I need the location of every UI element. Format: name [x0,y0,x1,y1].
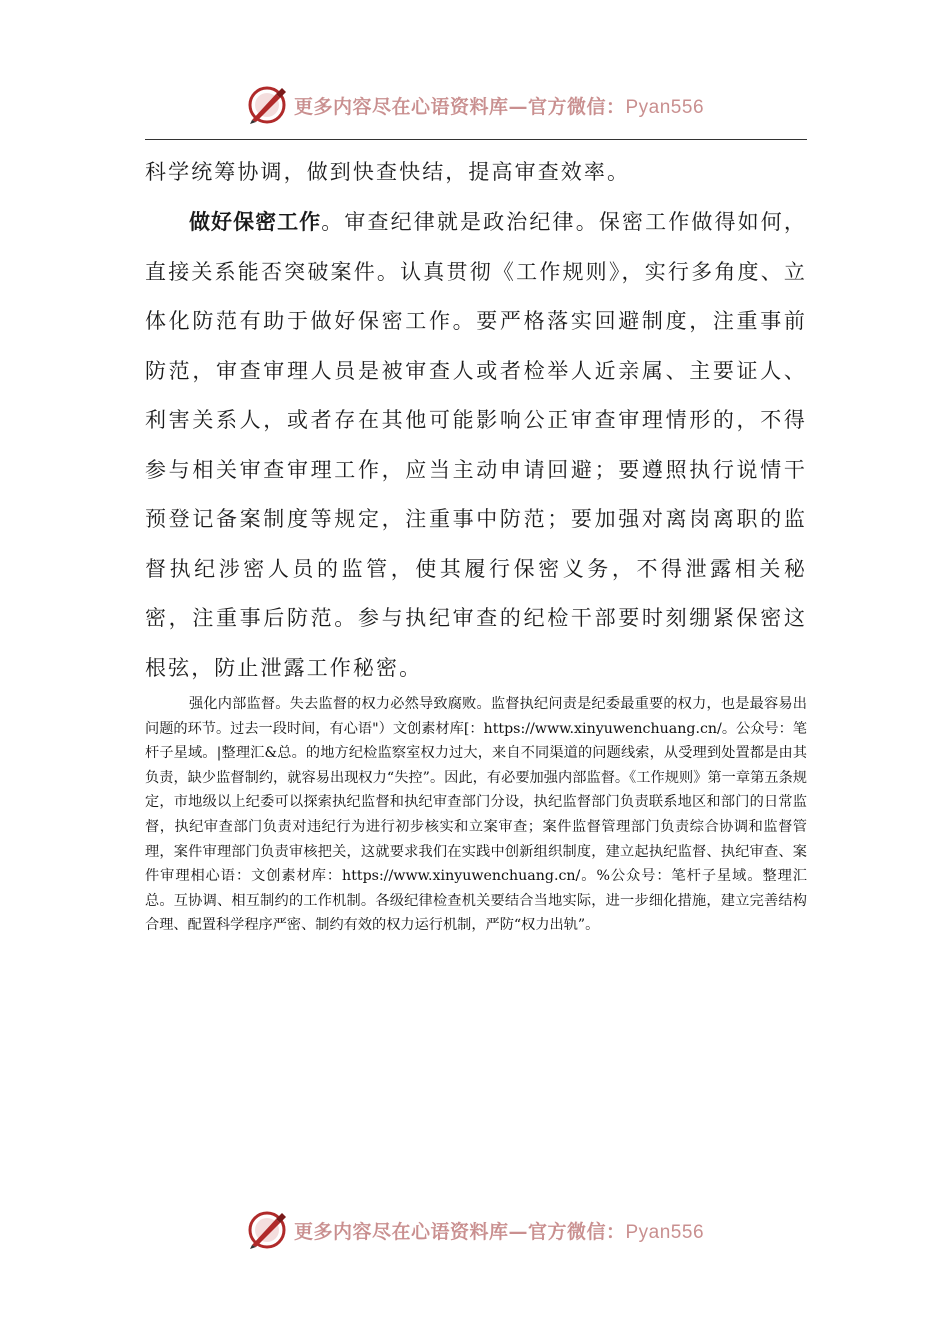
paragraph-3: 强化内部监督。失去监督的权力必然导致腐败。监督执纪问责是纪委最重要的权力，也是最容易出问题的环节。过去一段时间，有心语"）文创素材库[：https://www.xinyuwenchuang.cn/。公众号：笔杆子星域。|整理汇&总。的地方纪检监察室权力过大，来自不同渠道的问题线索，从受理到处置都是由其负责，缺少监督制约，就容易出现权力“失控”。因此，有必要加强内部监督。《工作规则》第一章第五条规定，市地级以上纪委可以探索执纪监督和执纪审查部门分设，执纪监督部门负责联系地区和部门的日常监督，执纪审查部门负责对违纪行为进行初步核实和立案审查；案件监督管理部门负责综合协调和监督管理，案件审理部门负责审核把关，这就要求我们在实践中创新组织制度，建立起执纪监督、执纪审查、案件审理相心语：文创素材库：https://www.xinyuwenchuang.cn/。%公众号：笔杆子星域。整理汇总。互协调、相互制约的工作机制。各级纪律检查机关要结合当地实际，进一步细化措施，建立完善结构合理、配置科学程序严密、制约有效的权力运行机制，严防“权力出轨”。 [145,696,807,934]
paragraph-1: 科学统筹协调，做到快查快结，提高审查效率。 [145,160,631,184]
banner-text: 更多内容尽在心语资料库—官方微信：Pyan556 [293,95,705,118]
wechat-id: Pyan556 [625,1221,705,1243]
paragraph-2-heading: 做好保密工作 [189,210,322,234]
paragraph-2-text: 。审查纪律就是政治纪律。保密工作做得如何，直接关系能否突破案件。认真贯彻《工作规则》，实行多角度、立体化防范有助于做好保密工作。要严格落实回避制度，注重事前防范，审查审理人员是被审查人或者检举人近亲属、主要证人、利害关系人，或者存在其他可能影响公正审查审理情形的，不得参与相关审查审理工作，应当主动申请回避；要遵照执行说情干预登记备案制度等规定，注重事中防范；要加强对离岗离职的监督执纪涉密人员的监管，使其履行保密义务，不得泄露相关秘密，注重事后防范。参与执纪审查的纪检干部要时刻绷紧保密这根弦，防止泄露工作秘密。 [145,210,808,680]
footer-banner [0,1205,950,1255]
pen-in-circle-logo [246,84,288,126]
paragraph-2 [145,198,807,693]
wechat-id: Pyan556 [625,96,705,118]
pen-in-circle-logo [246,1209,288,1251]
banner-text: 更多内容尽在心语资料库—官方微信：Pyan556 [293,1220,705,1243]
header-divider [145,139,807,140]
header-banner [0,80,950,130]
